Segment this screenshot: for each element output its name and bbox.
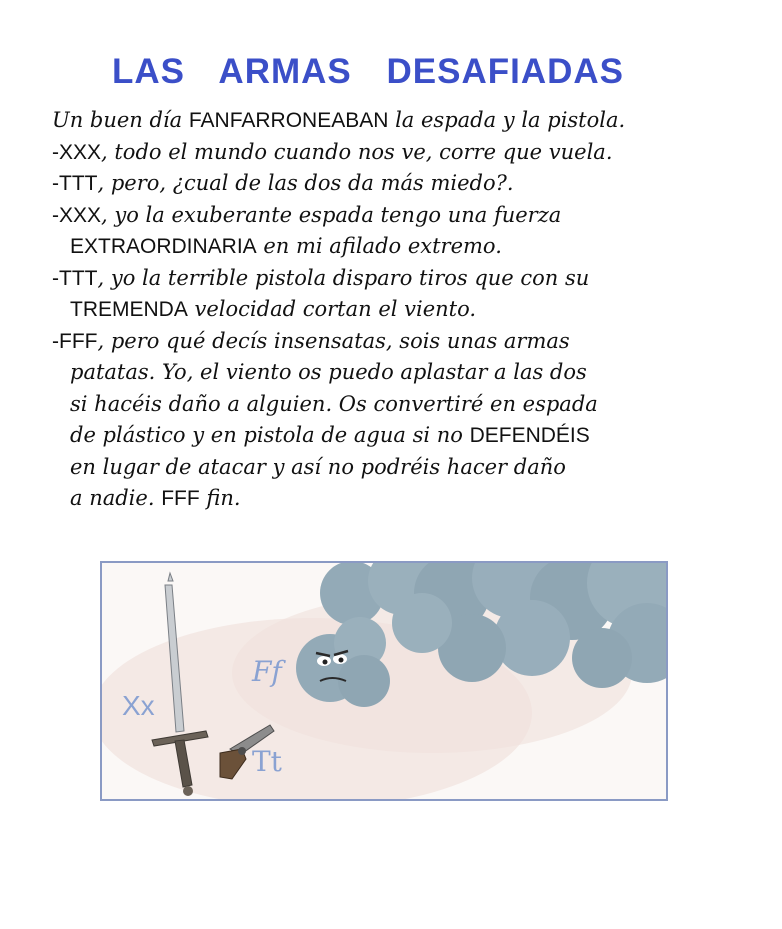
- text-span: velocidad cortan el viento.: [187, 297, 477, 321]
- label-tt: Tt: [252, 745, 282, 778]
- story-line: [52, 326, 772, 358]
- text-span: fin.: [199, 486, 241, 510]
- page-title: LAS ARMAS DESAFIADAS: [112, 52, 624, 91]
- label-ff: Ff: [252, 655, 282, 688]
- story-line: [52, 137, 772, 169]
- story-line: [52, 105, 772, 137]
- text-span: a nadie.: [70, 486, 162, 510]
- label-xx: Xx: [122, 690, 155, 721]
- text-span: FFF: [161, 487, 200, 510]
- story-line: [52, 263, 772, 295]
- text-span: DEFENDÉIS: [469, 424, 590, 447]
- speaker-marker: -TTT: [52, 266, 98, 290]
- story-line: [52, 168, 772, 200]
- story-line: [52, 483, 772, 515]
- illustration-canvas: [102, 563, 666, 799]
- text-span: en mi afilado extremo.: [256, 234, 502, 258]
- story-line: [52, 231, 772, 263]
- speaker-marker: -XXX: [52, 140, 102, 164]
- story-line: [52, 357, 772, 389]
- text-span: de plástico y en pistola de agua si no: [70, 423, 470, 447]
- story-line: [52, 420, 772, 452]
- text-span: Un buen día: [52, 108, 189, 132]
- text-span: en lugar de atacar y así no podréis hacer daño: [70, 454, 566, 479]
- speaker-marker: -FFF: [52, 329, 98, 353]
- speaker-marker: -XXX: [52, 203, 102, 227]
- text-span: la espada y la pistola.: [388, 108, 626, 132]
- story-line: [52, 200, 772, 232]
- text-span: , todo el mundo cuando nos ve, corre que vuela.: [101, 139, 613, 164]
- text-span: si hacéis daño a alguien. Os convertiré en espada: [70, 391, 598, 416]
- text-span: , yo la terrible pistola disparo tiros que con su: [97, 265, 590, 290]
- speaker-marker: -TTT: [52, 172, 98, 195]
- story-text: [52, 105, 772, 515]
- text-span: EXTRAORDINARIA: [70, 235, 257, 258]
- illustration: [100, 561, 668, 801]
- text-span: , pero, ¿cual de las dos da más miedo?.: [97, 171, 514, 195]
- story-line: [52, 389, 772, 421]
- text-span: , yo la exuberante espada tengo una fuerza: [101, 202, 562, 227]
- story-line: [52, 452, 772, 484]
- text-span: , pero qué decís insensatas, sois unas armas: [97, 328, 570, 353]
- text-span: TREMENDA: [70, 298, 188, 321]
- text-span: FANFARRONEABAN: [188, 109, 389, 132]
- story-line: [52, 294, 772, 326]
- text-span: patatas. Yo, el viento os puedo aplastar a las dos: [70, 360, 587, 384]
